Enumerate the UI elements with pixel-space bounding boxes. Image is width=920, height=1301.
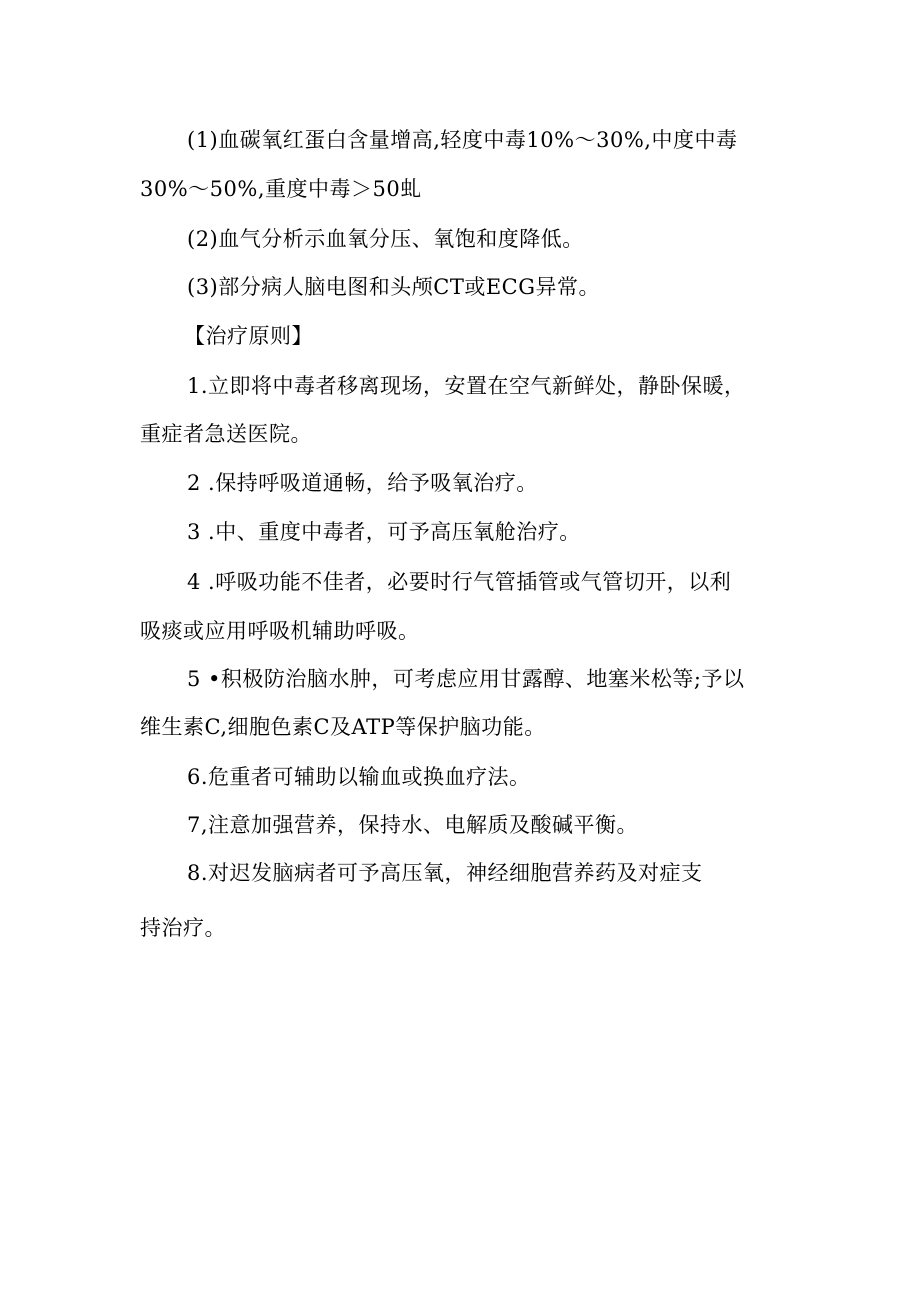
finding-1-line-2: 30%～50%,重度中毒＞50虬 — [140, 177, 422, 201]
treatment-item-4-line-2: 吸痰或应用呼吸机辅助呼吸。 — [140, 619, 420, 643]
treatment-item-2: 2 .保持呼吸道通畅，给予吸氧治疗。 — [187, 471, 538, 495]
treatment-item-6: 6.危重者可辅助以输血或换血疗法。 — [187, 765, 531, 789]
treatment-item-3: 3 .中、重度中毒者，可予高压氧舱治疗。 — [187, 520, 581, 544]
treatment-item-8-line-1: 8.对迟发脑病者可予高压氧，神经细胞营养药及对症支 — [187, 861, 703, 885]
finding-3: (3)部分病人脑电图和头颅CT或ECG异常。 — [187, 275, 600, 299]
treatment-item-5-line-2: 维生素C,细胞色素C及ATP等保护脑功能。 — [140, 715, 546, 739]
treatment-item-1-line-2: 重症者急送医院。 — [140, 422, 312, 446]
finding-2: (2)血气分析示血氧分压、氧饱和度降低。 — [187, 227, 584, 251]
treatment-item-7: 7,注意加强营养，保持水、电解质及酸碱平衡。 — [187, 813, 639, 837]
treatment-item-5-line-1: 5 •积极防治脑水肿，可考虑应用甘露醇、地塞米松等;予以 — [187, 667, 745, 691]
section-heading: 【治疗原则】 — [184, 324, 313, 348]
finding-1-line-1: (1)血碳氧红蛋白含量增高,轻度中毒10%～30%,中度中毒 — [187, 128, 738, 152]
treatment-item-4-line-1: 4 .呼吸功能不佳者，必要时行气管插管或气管切开，以利 — [187, 570, 732, 594]
treatment-item-1-line-1: 1.立即将中毒者移离现场，安置在空气新鲜处，静卧保暖， — [187, 374, 746, 398]
treatment-item-8-line-2: 持治疗。 — [140, 916, 226, 940]
